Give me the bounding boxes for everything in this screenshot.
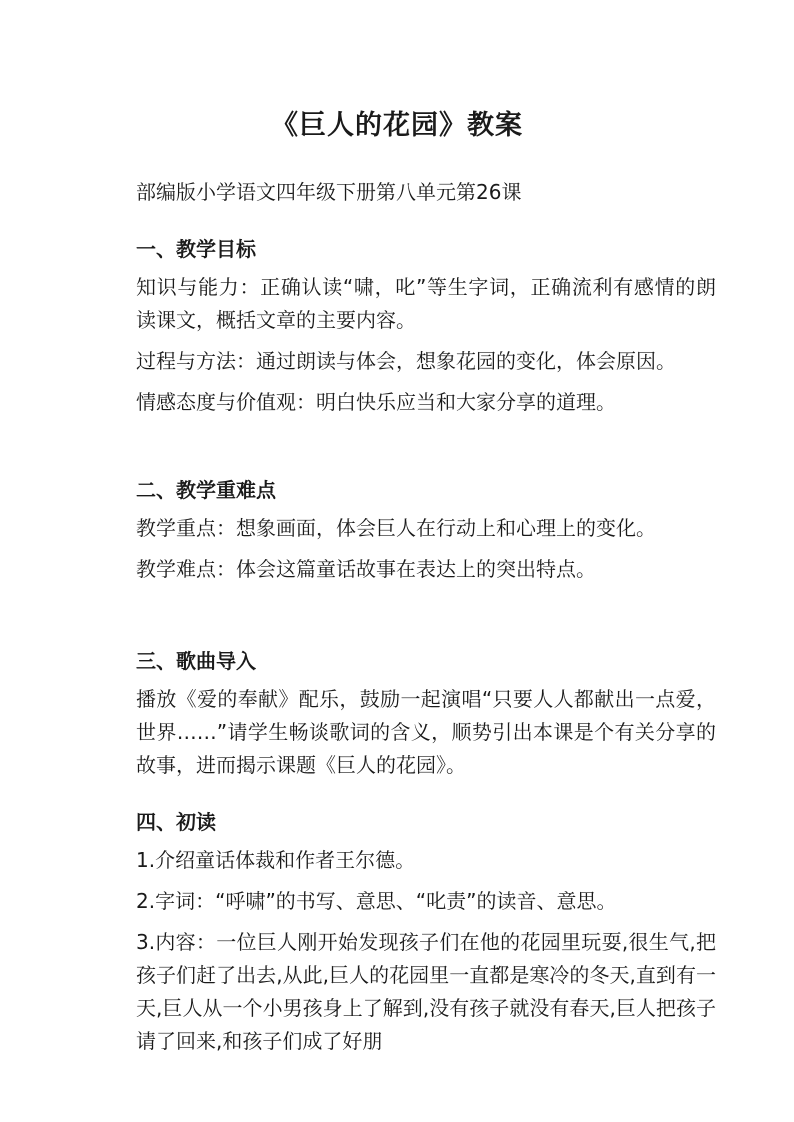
paragraph: 教学难点：体会这篇童话故事在表达上的突出特点。 xyxy=(136,557,596,581)
paragraph: 3.内容：一位巨人刚开始发现孩子们在他的花园里玩耍,很生气,把孩子们赶了出去,从此,巨人的花园里一直都是寒冷的冬天,直到有一天,巨人从一个小男孩身上了解到,没有孩子就没有春天,巨人把孩子请了回来,和孩子们成了好朋 xyxy=(136,930,716,1053)
paragraph: 1.介绍童话体裁和作者王尔德。 xyxy=(136,848,416,872)
document-subtitle: 部编版小学语文四年级下册第八单元第26课 xyxy=(136,180,522,204)
section-song-introduction xyxy=(136,645,716,782)
document-title: 《巨人的花园》教案 xyxy=(271,110,523,141)
paragraph: 2.字词：“呼啸”的书写、意思、“叱责”的读音、意思。 xyxy=(136,889,617,913)
section-heading: 二、教学重难点 xyxy=(136,478,276,502)
paragraph: 过程与方法：通过朗读与体会，想象花园的变化，体会原因。 xyxy=(136,349,676,373)
paragraph: 教学重点：想象画面，体会巨人在行动上和心理上的变化。 xyxy=(136,516,656,540)
section-heading: 三、歌曲导入 xyxy=(136,649,256,673)
section-key-difficult-points xyxy=(136,474,716,586)
section-heading: 四、初读 xyxy=(136,810,216,834)
paragraph: 播放《爱的奉献》配乐，鼓励一起演唱“只要人人都献出一点爱，世界……”请学生畅谈歌词的含义，顺势引出本课是个有关分享的故事，进而揭示课题《巨人的花园》。 xyxy=(136,687,716,777)
section-heading: 一、教学目标 xyxy=(136,237,256,261)
section-teaching-goals xyxy=(136,233,716,419)
section-first-reading xyxy=(136,806,716,1058)
paragraph: 情感态度与价值观：明白快乐应当和大家分享的道理。 xyxy=(136,390,616,414)
paragraph: 知识与能力：正确认读“啸，叱”等生字词，正确流利有感情的朗读课文，概括文章的主要内容。 xyxy=(136,275,716,332)
